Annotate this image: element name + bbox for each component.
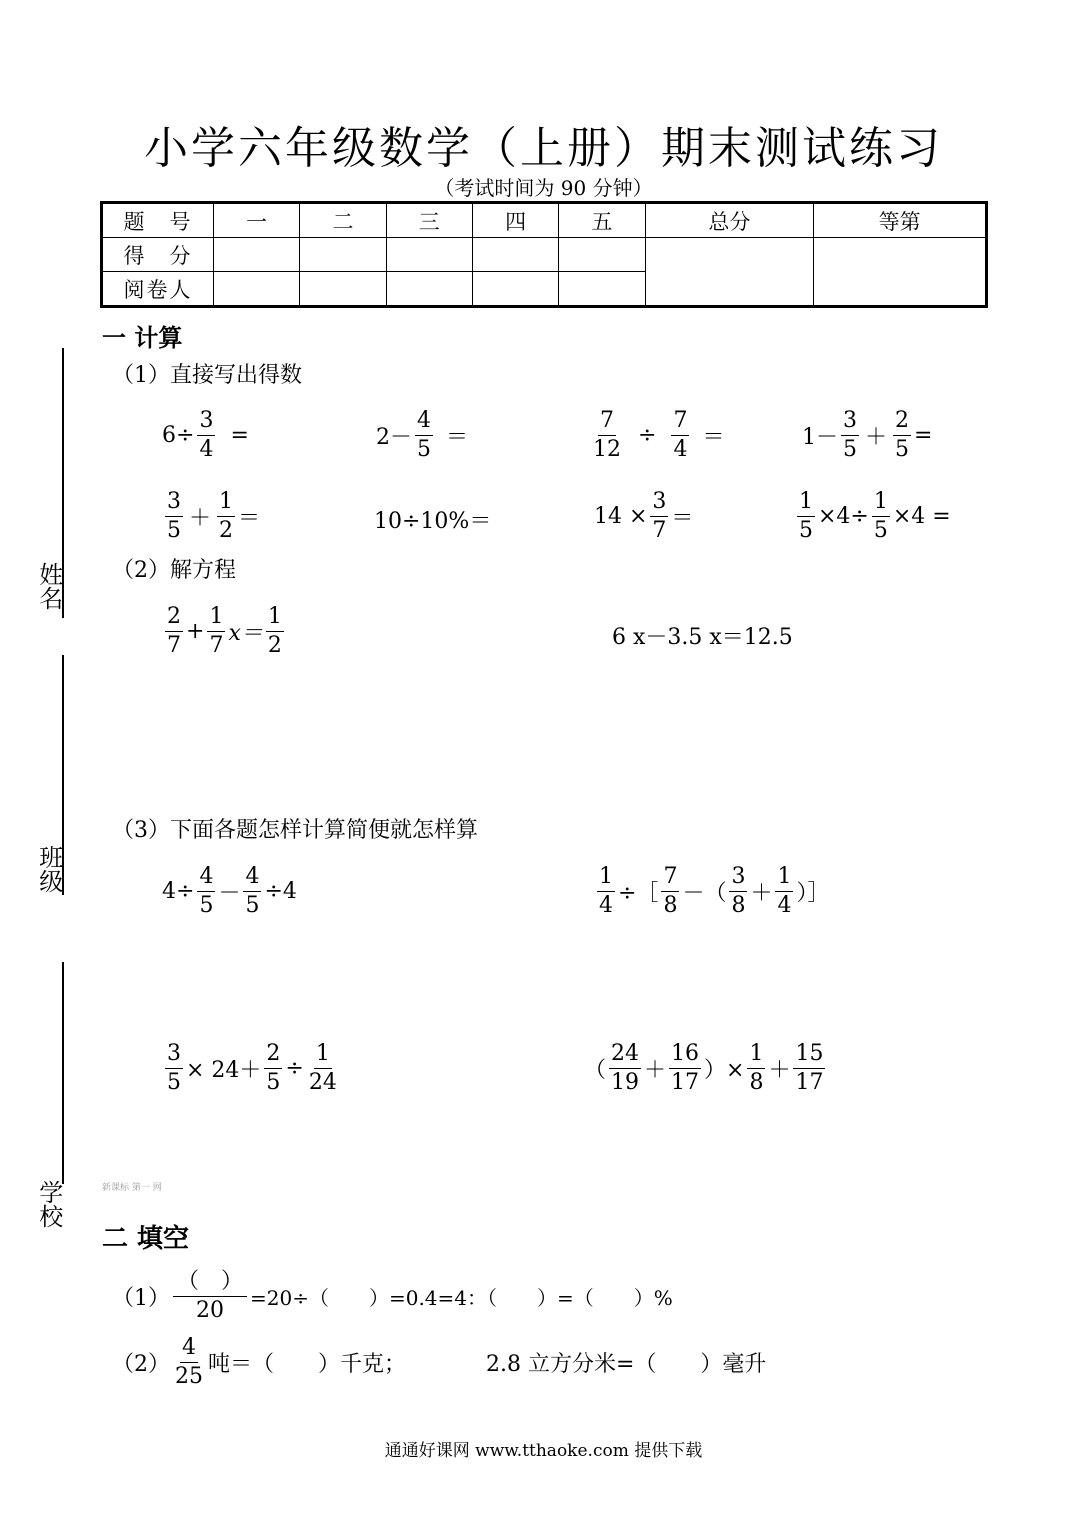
- expr-text: 1－: [802, 425, 838, 450]
- expr-text: ＋: [644, 1058, 667, 1083]
- header-1: 一: [214, 203, 300, 238]
- denominator: 7: [652, 518, 667, 543]
- expr-text: ×4÷: [818, 504, 869, 529]
- numerator: 7: [661, 866, 679, 892]
- numerator-blank[interactable]: （ ）: [173, 1271, 247, 1297]
- denominator: 4: [199, 437, 214, 462]
- expr-text: （: [584, 1058, 607, 1083]
- denominator: 8: [731, 893, 746, 918]
- part-3-label: （3）下面各题怎样计算简便就怎样算: [112, 818, 478, 843]
- total-cell[interactable]: [645, 238, 814, 307]
- fraction: [165, 1043, 183, 1094]
- fraction: [597, 866, 615, 917]
- numerator: 15: [793, 1043, 825, 1069]
- footer: 通通好课网 www.tthaoke.com 提供下载: [384, 1441, 703, 1461]
- fraction: [197, 410, 215, 461]
- fraction: [217, 491, 235, 542]
- expr-text: 6÷: [162, 423, 195, 448]
- part-2-label: （2）解方程: [112, 558, 236, 583]
- fraction: [165, 491, 183, 542]
- denominator: 25: [175, 1364, 203, 1389]
- fraction: [729, 866, 747, 917]
- expr-text: ）×: [704, 1058, 745, 1083]
- header-total: 总分: [645, 203, 814, 238]
- fraction: [650, 491, 668, 542]
- row-label-score: 得 分: [102, 238, 214, 272]
- section-1-title: 一 计算: [102, 324, 183, 352]
- fraction: [609, 1043, 641, 1094]
- denominator: 5: [417, 437, 431, 462]
- denominator: 2: [219, 518, 234, 543]
- marker-cell[interactable]: [386, 272, 472, 307]
- fill-question-1: [112, 1271, 673, 1322]
- fraction: [747, 1043, 765, 1094]
- fraction: [669, 1043, 701, 1094]
- simplify-3: [162, 1043, 342, 1094]
- denominator: 2: [267, 633, 282, 658]
- denominator: 5: [266, 1070, 281, 1095]
- fraction: [307, 1043, 339, 1094]
- expr-text: x＝: [228, 621, 263, 646]
- numerator: 3: [841, 410, 859, 436]
- expr-text: ＝: [702, 425, 725, 450]
- numerator: 1: [872, 491, 890, 517]
- question-number: （1）: [112, 1286, 170, 1311]
- numerator: 7: [671, 410, 689, 436]
- expr-text: 14 ×: [594, 504, 648, 529]
- expr-text: ）］: [796, 881, 830, 906]
- numerator: 1: [314, 1043, 332, 1069]
- numerator: 3: [729, 866, 747, 892]
- numerator: 1: [797, 491, 815, 517]
- denominator: 4: [599, 893, 613, 918]
- problem-5: [162, 491, 260, 542]
- header-grade: 等第: [814, 203, 987, 238]
- denominator: 5: [799, 518, 813, 543]
- numerator: 2: [264, 1043, 282, 1069]
- expr-text: +: [186, 619, 205, 644]
- equation-2: [612, 620, 793, 651]
- expr-text: =: [914, 423, 933, 448]
- row-label-number: 题 号: [102, 203, 214, 238]
- expr-text: 6 x－3.5 x＝12.5: [612, 625, 793, 650]
- header-2: 二: [300, 203, 386, 238]
- expr-text: ＋: [768, 1058, 791, 1083]
- expr-text: ＝: [238, 506, 261, 531]
- numerator: 7: [598, 410, 616, 436]
- header-5: 五: [559, 203, 645, 238]
- grade-cell[interactable]: [814, 238, 987, 307]
- problem-1: [162, 410, 252, 461]
- fraction: [415, 410, 433, 461]
- numerator: 24: [609, 1043, 641, 1069]
- denominator: 19: [611, 1070, 640, 1095]
- expr-text: × 24＋: [186, 1058, 262, 1083]
- denominator: 8: [663, 893, 678, 918]
- numerator: 4: [180, 1337, 198, 1363]
- question-text: 吨＝（ ）千克；: [208, 1352, 407, 1377]
- expr-text: 2－: [376, 425, 412, 450]
- denominator: 20: [196, 1298, 224, 1323]
- problem-2: [376, 410, 471, 461]
- problem-8: [794, 491, 951, 542]
- numerator: 2: [893, 410, 911, 436]
- fraction: [775, 866, 793, 917]
- school-label: [34, 1180, 64, 1228]
- expr-text: －（: [682, 881, 727, 906]
- simplify-1: [162, 866, 297, 917]
- numerator: 3: [165, 491, 183, 517]
- denominator: 5: [167, 1070, 181, 1095]
- denominator: 17: [671, 1070, 700, 1095]
- problem-6: [374, 504, 491, 535]
- denominator: 12: [593, 437, 621, 462]
- marker-cell[interactable]: [559, 272, 645, 307]
- marker-cell[interactable]: [214, 272, 300, 307]
- expr-text: ÷: [638, 423, 657, 448]
- numerator: 1: [266, 606, 284, 632]
- school-label-text: 学校: [34, 1180, 63, 1228]
- numerator: 1: [217, 491, 235, 517]
- denominator: 8: [749, 1070, 764, 1095]
- denominator: 5: [245, 893, 260, 918]
- expr-text: ＋: [865, 425, 888, 450]
- fraction: [243, 866, 261, 917]
- fraction: [671, 410, 689, 461]
- fraction: [661, 866, 679, 917]
- numerator: 3: [650, 491, 668, 517]
- marker-cell[interactable]: [300, 272, 386, 307]
- fraction: [173, 1271, 247, 1322]
- fraction: [264, 1043, 282, 1094]
- fraction: [207, 606, 225, 657]
- name-label-text: 姓名: [34, 562, 63, 610]
- denominator: 5: [873, 518, 888, 543]
- numerator: 3: [197, 410, 215, 436]
- fraction: [872, 491, 890, 542]
- question-text: =20÷（ ）=0.4=4：（ ）=（ ）%: [250, 1286, 673, 1310]
- header-3: 三: [386, 203, 472, 238]
- expr-text: ＝: [671, 506, 694, 531]
- fraction: [893, 410, 911, 461]
- problem-7: [594, 491, 693, 542]
- class-label-text: 班级: [34, 845, 63, 893]
- school-line: [62, 962, 64, 1184]
- denominator: 17: [795, 1070, 824, 1095]
- numerator: 4: [197, 866, 215, 892]
- denominator: 7: [167, 633, 181, 658]
- expr-text: ÷: [285, 1056, 304, 1081]
- expr-text: ＝: [446, 425, 469, 450]
- equation-1: [162, 606, 287, 657]
- numerator: 1: [207, 606, 225, 632]
- numerator: 1: [597, 866, 615, 892]
- expr-text: －: [218, 881, 241, 906]
- numerator: 2: [165, 606, 183, 632]
- score-cell[interactable]: [386, 238, 472, 272]
- watermark: 新课标 第一 网: [102, 1183, 162, 1193]
- exam-duration: （考试时间为 90 分钟）: [434, 176, 653, 200]
- header-4: 四: [472, 203, 558, 238]
- fraction: [165, 606, 183, 657]
- expr-text: 10÷10%＝: [374, 509, 492, 534]
- numerator: 1: [747, 1043, 765, 1069]
- problem-4: [802, 410, 932, 461]
- fraction: [197, 866, 215, 917]
- page-title: 小学六年级数学（上册）期末测试练习: [144, 123, 943, 174]
- expr-text: 4÷: [162, 879, 195, 904]
- question-number: （2）: [112, 1352, 170, 1377]
- denominator: 5: [167, 518, 181, 543]
- fraction: [173, 1337, 205, 1388]
- fraction: [793, 1043, 825, 1094]
- denominator: 7: [209, 633, 224, 658]
- class-label: [34, 845, 64, 893]
- fraction: [841, 410, 859, 461]
- section-2-title: 二 填空: [102, 1224, 190, 1254]
- expr-text: =: [230, 423, 249, 448]
- question-text: 2.8 立方分米=（ ）毫升: [486, 1352, 767, 1377]
- denominator: 24: [308, 1070, 337, 1095]
- expr-text: ÷4: [264, 879, 297, 904]
- numerator: 4: [415, 410, 433, 436]
- marker-cell[interactable]: [472, 272, 558, 307]
- score-table: [100, 201, 988, 308]
- problem-3: [588, 410, 727, 461]
- numerator: 3: [165, 1043, 183, 1069]
- fraction: [797, 491, 815, 542]
- numerator: 4: [243, 866, 261, 892]
- score-cell[interactable]: [472, 238, 558, 272]
- expr-text: ÷［: [618, 881, 659, 906]
- expr-text: ×4 =: [892, 504, 951, 529]
- expr-text: ＋: [189, 506, 212, 531]
- fraction: [266, 606, 284, 657]
- simplify-4: [584, 1043, 828, 1094]
- denominator: 5: [895, 437, 910, 462]
- denominator: 5: [199, 893, 214, 918]
- name-label: [34, 562, 64, 610]
- simplify-2: [594, 866, 829, 917]
- fraction: [591, 410, 623, 461]
- fill-question-2: [112, 1337, 766, 1388]
- denominator: 5: [843, 437, 857, 462]
- score-cell[interactable]: [300, 238, 386, 272]
- denominator: 4: [673, 437, 688, 462]
- part-1-label: （1）直接写出得数: [112, 363, 302, 388]
- expr-text: ＋: [750, 881, 773, 906]
- score-cell[interactable]: [214, 238, 300, 272]
- denominator: 4: [777, 893, 792, 918]
- numerator: 1: [775, 866, 793, 892]
- score-cell[interactable]: [559, 238, 645, 272]
- numerator: 16: [669, 1043, 701, 1069]
- row-label-marker: 阅卷人: [102, 272, 214, 307]
